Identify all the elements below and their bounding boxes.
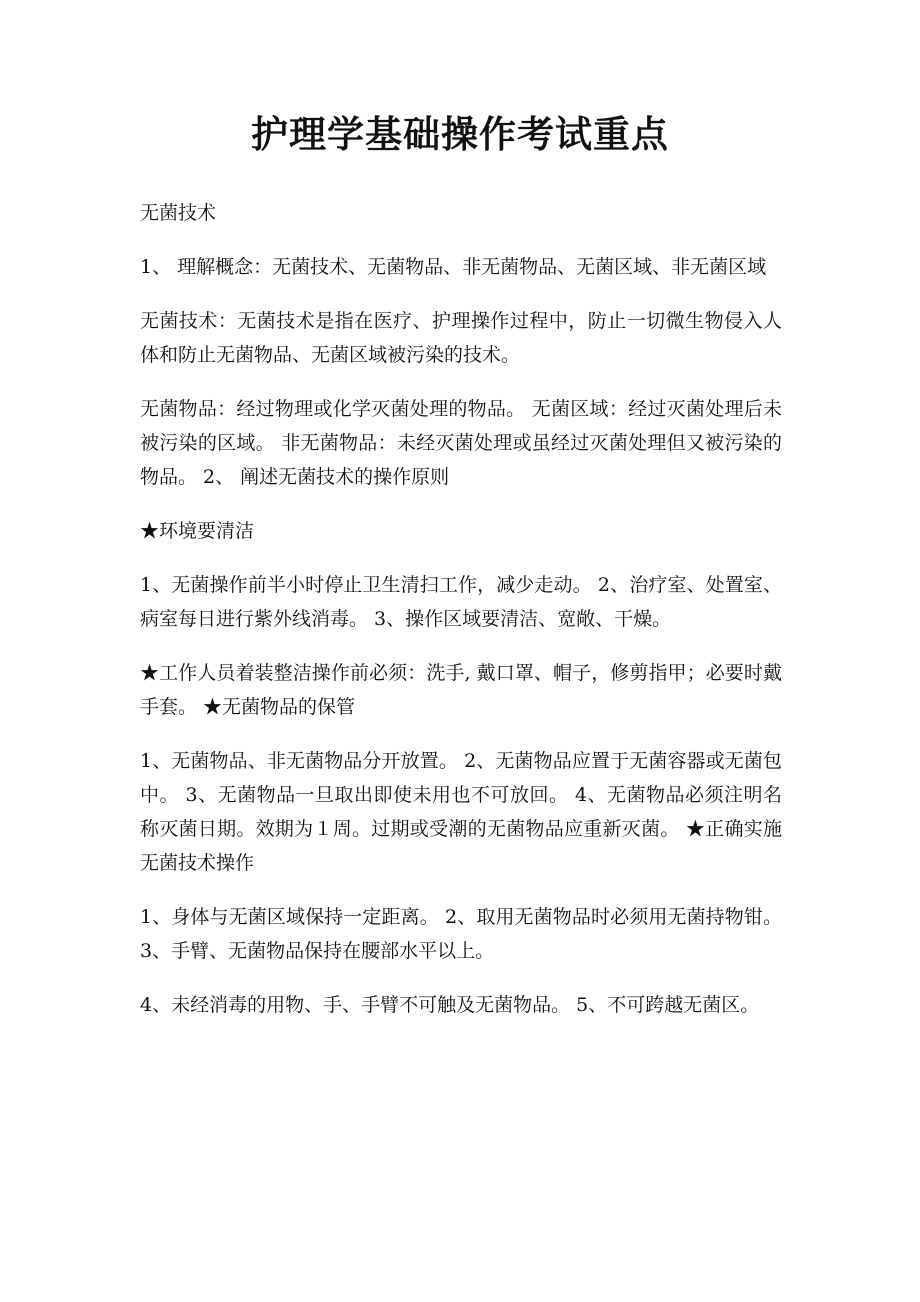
paragraph-environment-rules: 1、无菌操作前半小时停止卫生清扫工作，减少走动。 2、治疗室、处置室、病室每日进行紫外线消毒。 3、操作区域要清洁、宽敞、干燥。: [140, 574, 782, 630]
paragraph-concepts: 1、 理解概念：无菌技术、无菌物品、非无菌物品、无菌区域、非无菌区域: [140, 256, 767, 278]
paragraph-operation-rules-1: 1、身体与无菌区域保持一定距离。 2、取用无菌物品时必须用无菌持物钳。 3、手臂、无菌物品保持在腰部水平以上。: [140, 906, 782, 962]
paragraph-aseptic-definition: 无菌技术：无菌技术是指在医疗、护理操作过程中，防止一切微生物侵入人体和防止无菌物品、无菌区域被污染的技术。: [140, 310, 782, 366]
document-body: [140, 196, 782, 1042]
paragraph-operation-rules-2: 4、未经消毒的用物、手、手臂不可触及无菌物品。 5、不可跨越无菌区。: [140, 994, 760, 1016]
section-heading-aseptic: 无菌技术: [140, 202, 217, 224]
paragraph-sterile-storage: 1、无菌物品、非无菌物品分开放置。 2、无菌物品应置于无菌容器或无菌包中。 3、无菌物品一旦取出即使未用也不可放回。 4、无菌物品必须注明名称灭菌日期。效期为１周。过期或受潮的无菌物品应重新灭菌。 ★正确实施无菌技术操作: [140, 750, 782, 874]
paragraph-sterile-items-definition: 无菌物品：经过物理或化学灭菌处理的物品。 无菌区域：经过灭菌处理后未被污染的区域。 非无菌物品：未经灭菌处理或虽经过灭菌处理但又被污染的物品。 2、 阐述无菌技术的操作原则: [140, 398, 782, 488]
heading-environment-clean: ★环境要清洁: [140, 520, 255, 542]
paragraph-staff-attire: ★工作人员着装整洁操作前必须：洗手, 戴口罩、帽子，修剪指甲；必要时戴手套。 ★无菌物品的保管: [140, 662, 782, 718]
document-title: 护理学基础操作考试重点: [251, 113, 669, 156]
